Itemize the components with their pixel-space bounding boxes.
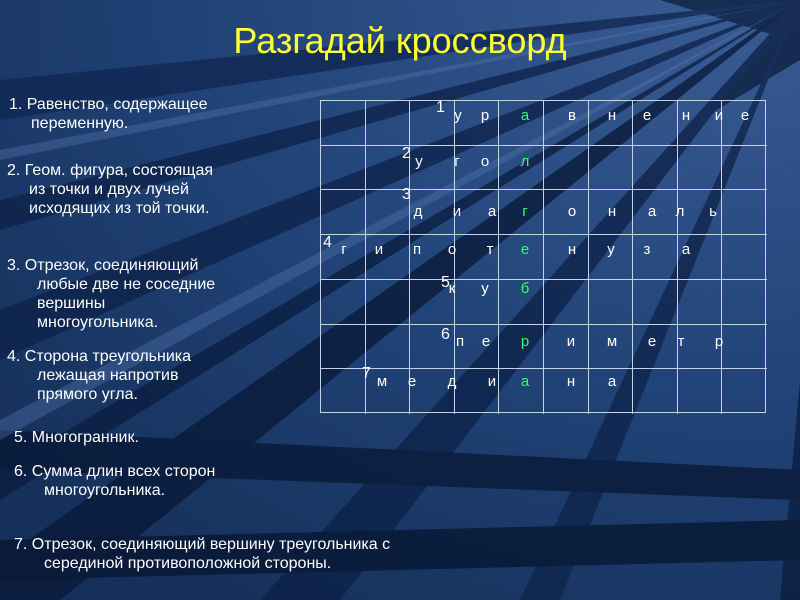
grid-cell bbox=[589, 280, 634, 325]
crossword-grid bbox=[320, 100, 766, 413]
clue-line: серединой противоположной стороны. bbox=[44, 555, 332, 572]
word-number-3: 3 bbox=[402, 186, 411, 203]
grid-cell bbox=[633, 101, 678, 146]
word-number-1: 1 bbox=[436, 99, 445, 116]
grid-cell bbox=[678, 146, 723, 191]
crossword-letter: н bbox=[607, 203, 617, 220]
crossword-letter: о bbox=[480, 153, 490, 170]
crossword-letter: у bbox=[607, 241, 615, 258]
grid-cell bbox=[321, 190, 366, 235]
word-number-7: 7 bbox=[362, 365, 371, 382]
crossword-letter: н bbox=[567, 241, 577, 258]
crossword-letter: д bbox=[413, 203, 423, 220]
page-title: Разгадай кроссворд bbox=[233, 20, 567, 61]
clue-3 bbox=[7, 256, 215, 332]
clue-4 bbox=[7, 347, 191, 404]
crossword-letter: е bbox=[481, 333, 491, 350]
clue-6 bbox=[14, 462, 215, 500]
crossword-letter: л bbox=[675, 203, 685, 220]
clue-line: 2. Геом. фигура, состоящая bbox=[7, 162, 214, 179]
crossword-letter: у bbox=[415, 153, 423, 170]
crossword-letter: з bbox=[643, 241, 651, 258]
crossword-letter: к bbox=[448, 280, 456, 297]
grid-cell bbox=[321, 369, 366, 414]
crossword-letter: т bbox=[486, 241, 494, 258]
crossword-letter: м bbox=[606, 333, 618, 350]
grid-cell bbox=[633, 235, 678, 280]
word-number-5: 5 bbox=[441, 274, 450, 291]
clue-line: 1. Равенство, содержащее bbox=[9, 96, 208, 113]
word-number-2: 2 bbox=[402, 145, 411, 162]
grid-cell bbox=[722, 280, 767, 325]
clue-line: лежащая напротив bbox=[37, 367, 179, 384]
clue-line: многоугольника. bbox=[37, 314, 159, 331]
grid-cell bbox=[544, 190, 589, 235]
clue-line: вершины bbox=[37, 295, 106, 312]
crossword-letter: г bbox=[454, 153, 460, 170]
crossword-letter: п bbox=[455, 333, 465, 350]
clue-line: 5. Многогранник. bbox=[14, 429, 139, 446]
crossword-letter: о bbox=[447, 241, 457, 258]
crossword-letter: у bbox=[454, 107, 462, 124]
crossword-letter: а bbox=[681, 241, 691, 258]
crossword-letter: а bbox=[647, 203, 657, 220]
crossword-letter: и bbox=[374, 241, 384, 258]
crossword-letter: н bbox=[607, 107, 617, 124]
grid-cell bbox=[633, 146, 678, 191]
grid-cell bbox=[455, 146, 500, 191]
grid-cell bbox=[722, 190, 767, 235]
word-number-4: 4 bbox=[323, 234, 332, 251]
grid-cell bbox=[366, 325, 411, 370]
grid-cell bbox=[633, 369, 678, 414]
clue-1 bbox=[9, 95, 208, 133]
crossword-letter: е bbox=[740, 107, 750, 124]
clue-line: прямого угла. bbox=[37, 386, 138, 403]
grid-cell bbox=[410, 101, 455, 146]
grid-cell bbox=[455, 280, 500, 325]
crossword-letter: б bbox=[520, 280, 530, 297]
grid-cell bbox=[633, 280, 678, 325]
crossword-letter: а bbox=[520, 373, 530, 390]
crossword-letter: у bbox=[481, 280, 489, 297]
grid-cell bbox=[544, 146, 589, 191]
clue-line: переменную. bbox=[31, 115, 129, 132]
grid-cell bbox=[321, 146, 366, 191]
crossword-letter: е bbox=[642, 107, 652, 124]
crossword-letter: н bbox=[566, 373, 576, 390]
crossword-letter: д bbox=[447, 373, 457, 390]
crossword-letter: а bbox=[520, 107, 530, 124]
grid-cell bbox=[722, 235, 767, 280]
grid-cell bbox=[722, 369, 767, 414]
clue-line: 6. Сумма длин всех сторон bbox=[14, 463, 216, 480]
grid-cell bbox=[321, 325, 366, 370]
crossword-letter: е bbox=[520, 241, 530, 258]
crossword-letter: г bbox=[341, 241, 347, 258]
crossword-letter: и bbox=[452, 203, 462, 220]
crossword-letter: е bbox=[407, 373, 417, 390]
clue-line: любые две не соседние bbox=[37, 276, 216, 293]
crossword-letter: и bbox=[487, 373, 497, 390]
clue-line: многоугольника. bbox=[44, 482, 166, 499]
crossword-letter: г bbox=[522, 203, 528, 220]
crossword-letter: н bbox=[681, 107, 691, 124]
grid-cell bbox=[366, 235, 411, 280]
clue-line: 7. Отрезок, соединяющий вершину треугольника с bbox=[14, 536, 391, 553]
grid-cell bbox=[678, 369, 723, 414]
grid-cell bbox=[544, 280, 589, 325]
clue-line: исходящих из той точки. bbox=[29, 200, 210, 217]
crossword-letter: а bbox=[607, 373, 617, 390]
clue-line: 4. Сторона треугольника bbox=[7, 348, 192, 365]
grid-cell bbox=[366, 280, 411, 325]
crossword-letter: и bbox=[714, 107, 724, 124]
clue-line: 3. Отрезок, соединяющий bbox=[7, 257, 199, 274]
crossword-letter: л bbox=[520, 153, 530, 170]
crossword-letter: р bbox=[714, 333, 724, 350]
grid-cell bbox=[722, 146, 767, 191]
crossword-letter: т bbox=[677, 333, 685, 350]
crossword-letter: р bbox=[480, 107, 490, 124]
grid-cell bbox=[321, 101, 366, 146]
crossword-letter: ь bbox=[709, 203, 717, 220]
grid-cell bbox=[321, 280, 366, 325]
crossword-letter: а bbox=[487, 203, 497, 220]
crossword-letter: м bbox=[376, 373, 388, 390]
grid-cell bbox=[589, 146, 634, 191]
clue-7 bbox=[14, 535, 390, 573]
grid-cell bbox=[722, 325, 767, 370]
grid-cell bbox=[366, 101, 411, 146]
grid-cell bbox=[544, 101, 589, 146]
crossword-letter: п bbox=[412, 241, 422, 258]
crossword-letter: и bbox=[566, 333, 576, 350]
grid-cell bbox=[366, 369, 411, 414]
clue-5 bbox=[14, 428, 139, 447]
grid-cell bbox=[678, 280, 723, 325]
clue-2 bbox=[7, 161, 213, 218]
clue-line: из точки и двух лучей bbox=[29, 181, 189, 198]
crossword-letter: р bbox=[520, 333, 530, 350]
crossword-letter: о bbox=[567, 203, 577, 220]
grid-cell bbox=[544, 235, 589, 280]
crossword-letter: е bbox=[647, 333, 657, 350]
crossword-letter: в bbox=[568, 107, 576, 124]
word-number-6: 6 bbox=[441, 326, 450, 343]
